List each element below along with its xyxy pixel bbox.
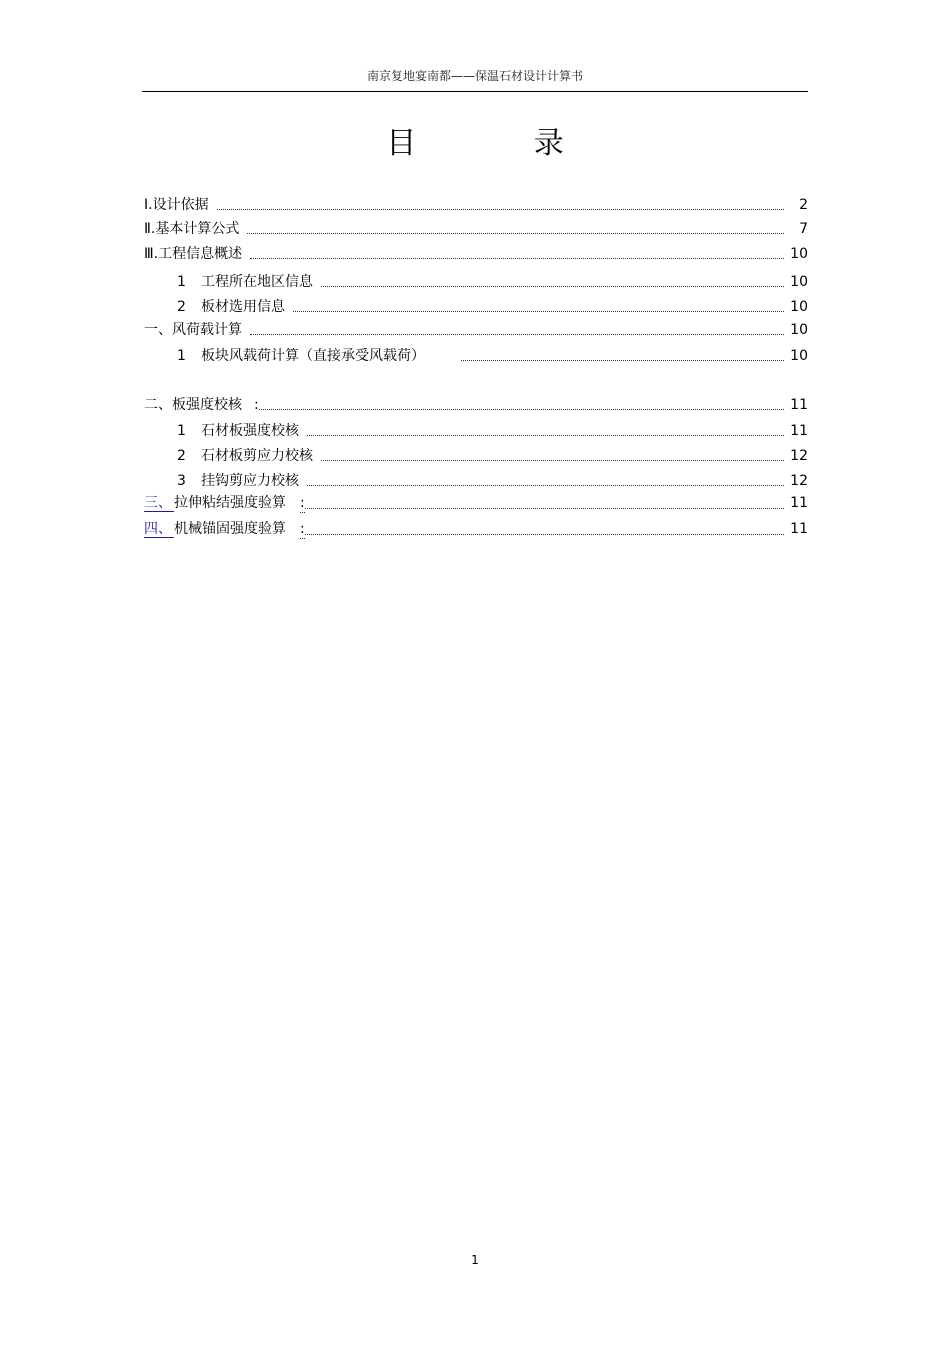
toc-entry-hook-shear[interactable] <box>177 472 808 490</box>
table-of-contents <box>0 0 950 600</box>
toc-entry-label: 二、板强度校核 <box>144 397 242 413</box>
toc-entry-number: 1 <box>177 423 186 439</box>
toc-entry-page: 10 <box>790 348 808 364</box>
toc-entry-number: 1 <box>177 348 186 364</box>
toc-dot-leader <box>307 435 784 436</box>
toc-entry-page: 11 <box>790 397 808 413</box>
toc-entry-stone-strength[interactable] <box>177 422 808 440</box>
toc-entry-tensile-bond[interactable] <box>144 494 808 513</box>
toc-entry-label-text: 拉伸粘结强度验算 <box>174 495 286 511</box>
toc-entry-label: 石材板剪应力校核 <box>201 448 313 464</box>
page-number: 1 <box>471 1253 479 1267</box>
toc-entry-label: 石材板强度校核 <box>201 423 299 439</box>
toc-entry-page: 2 <box>799 197 808 213</box>
toc-entry-label: 一、风荷载计算 <box>144 322 242 338</box>
toc-entry-number: 2 <box>177 448 186 464</box>
toc-entry-basic-formulas[interactable] <box>144 220 808 238</box>
toc-entry-page: 10 <box>790 274 808 290</box>
toc-dot-leader <box>321 286 784 287</box>
running-header-title: 南京复地宴南都——保温石材设计计算书 <box>366 69 583 83</box>
toc-entry-colon: : <box>254 397 259 413</box>
toc-entry-link-number[interactable]: 四、 <box>144 521 172 537</box>
toc-entry-colon[interactable]: : <box>300 521 305 537</box>
toc-entry-page: 10 <box>790 246 808 262</box>
toc-dot-leader <box>259 409 784 410</box>
toc-entry-wind-load[interactable] <box>144 321 808 339</box>
toc-entry-number: 2 <box>177 299 186 315</box>
toc-entry-page: 11 <box>790 495 808 511</box>
toc-entry-region-info[interactable] <box>177 273 808 291</box>
toc-dot-leader <box>305 508 784 509</box>
toc-entry-label: Ⅱ.基本计算公式 <box>144 221 240 237</box>
toc-entry-panel-selection[interactable] <box>177 298 808 316</box>
toc-dot-leader <box>250 258 784 259</box>
toc-entry-project-overview[interactable] <box>144 245 808 263</box>
toc-entry-panel-strength[interactable] <box>144 396 808 414</box>
toc-entry-page: 11 <box>790 423 808 439</box>
toc-dot-leader <box>293 311 784 312</box>
toc-dot-leader <box>305 534 784 535</box>
toc-entry-mechanical-anchor[interactable] <box>144 520 808 539</box>
toc-entry-colon[interactable]: : <box>300 495 305 511</box>
toc-entry-label: 挂钩剪应力校核 <box>201 473 299 489</box>
toc-entry-design-basis[interactable] <box>144 196 808 214</box>
toc-entry-label: 工程所在地区信息 <box>201 274 313 290</box>
toc-entry-label: Ⅲ.工程信息概述 <box>144 246 243 262</box>
toc-entry-page: 10 <box>790 322 808 338</box>
toc-dot-leader <box>217 209 784 210</box>
toc-entry-label: 板块风载荷计算（直接承受风载荷） <box>201 348 425 364</box>
toc-dot-leader <box>250 334 784 335</box>
toc-dot-leader <box>461 360 784 361</box>
toc-entry-number: 3 <box>177 473 186 489</box>
toc-entry-page: 11 <box>790 521 808 537</box>
toc-entry-page: 7 <box>799 221 808 237</box>
toc-entry-page: 12 <box>790 473 808 489</box>
toc-entry-number: 1 <box>177 274 186 290</box>
toc-entry-label-text: 机械锚固强度验算 <box>174 521 286 537</box>
toc-dot-leader <box>247 233 784 234</box>
toc-entry-label: Ⅰ.设计依据 <box>144 197 209 213</box>
toc-entry-label <box>144 494 300 512</box>
toc-entry-label <box>144 520 300 538</box>
toc-entry-link-number[interactable]: 三、 <box>144 495 172 511</box>
toc-entry-panel-wind-load[interactable] <box>177 347 808 365</box>
toc-entry-label: 板材选用信息 <box>201 299 285 315</box>
toc-dot-leader <box>321 460 784 461</box>
toc-entry-stone-shear[interactable] <box>177 447 808 465</box>
toc-dot-leader <box>307 485 784 486</box>
toc-heading: 目 录 <box>386 126 618 161</box>
toc-entry-page: 12 <box>790 448 808 464</box>
toc-entry-page: 10 <box>790 299 808 315</box>
